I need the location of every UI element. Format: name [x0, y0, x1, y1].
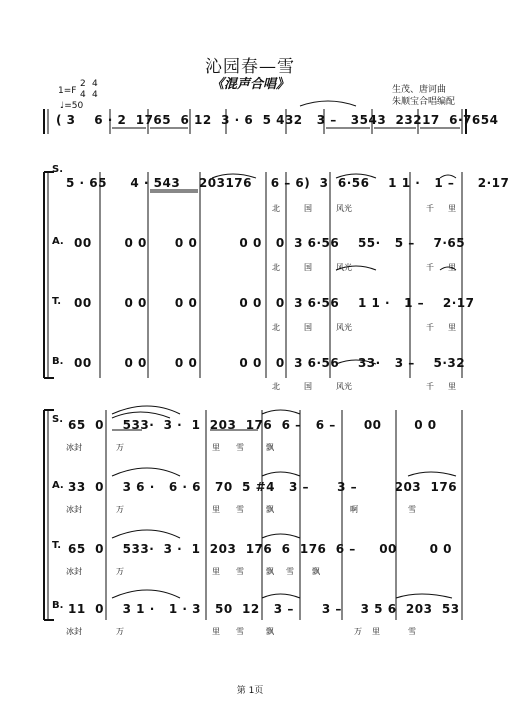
- time-signature-a-bottom: 4: [80, 90, 86, 100]
- lyric: 风光: [336, 204, 352, 213]
- lyric: 北: [272, 323, 280, 332]
- system2-tenor-notes: 65 0 533· 3 · 1 203 176 6 176 6 – 00 0 0: [68, 542, 453, 556]
- time-signature-b-bottom: 4: [92, 90, 98, 100]
- lyric: 冰封: [66, 505, 82, 514]
- system2-alto-notes: 33 0 3 6 · 6 · 6 70 5 #4 3 – 3 – 203 176: [68, 480, 458, 494]
- lyric: 千: [426, 382, 434, 391]
- lyric: 里: [448, 204, 456, 213]
- lyric: 万: [116, 505, 124, 514]
- lyric: 飘: [266, 505, 274, 514]
- lyric: 里: [372, 627, 380, 636]
- lyric: 雪: [236, 443, 244, 452]
- lyric: 里: [212, 443, 220, 452]
- system1-soprano-notes: 5 · 65 4 · 543 203176 6 – 6) 3 6·56 1 1 · 1 – 2·17: [66, 176, 509, 190]
- lyric: 万: [116, 443, 124, 452]
- tempo-marking: ♩=50: [60, 101, 84, 111]
- lyric: 万: [354, 627, 362, 636]
- lyric: 风光: [336, 263, 352, 272]
- system1-alto-notes: 00 0 0 0 0 0 0 0 3 6·56 55· 5 – 7·65: [74, 236, 466, 250]
- lyric: 里: [448, 382, 456, 391]
- time-signature-a-top: 2: [80, 79, 86, 89]
- lyric: 雪: [236, 505, 244, 514]
- lyric: 里: [212, 567, 220, 576]
- part-label-bass: B.: [52, 600, 64, 611]
- part-label-alto: A.: [52, 236, 64, 247]
- lyric: 里: [448, 323, 456, 332]
- lyric: 冰封: [66, 567, 82, 576]
- page-subtitle: 《混声合唱》: [210, 77, 289, 92]
- lyric: 北: [272, 204, 280, 213]
- lyric: 冰封: [66, 443, 82, 452]
- part-label-tenor: T.: [52, 296, 62, 307]
- part-label-soprano: S.: [52, 414, 64, 425]
- system1-bass-notes: 00 0 0 0 0 0 0 0 3 6·56 33· 3 – 5·32: [74, 356, 466, 370]
- lyric: 北: [272, 382, 280, 391]
- lyric: 国: [304, 323, 312, 332]
- intro-notes: ( 3 6 · 2 1765 6 12 3 · 6 5 432 3 – 3543 23217 6·7654: [56, 113, 499, 127]
- lyric: 雪: [236, 567, 244, 576]
- lyric: 飘: [266, 627, 274, 636]
- lyric: 千: [426, 263, 434, 272]
- lyric: 风光: [336, 382, 352, 391]
- arranger-credit: 朱顺宝合唱编配: [392, 97, 456, 107]
- part-label-tenor: T.: [52, 540, 62, 551]
- lyric: 雪: [408, 627, 416, 636]
- lyric: 飘: [312, 567, 320, 576]
- lyric: 里: [212, 627, 220, 636]
- lyric: 里: [212, 505, 220, 514]
- lyric: 国: [304, 382, 312, 391]
- part-label-soprano: S.: [52, 164, 64, 175]
- lyric: 飘: [266, 443, 274, 452]
- lyric: 万: [116, 627, 124, 636]
- key-signature: 1=F: [58, 86, 77, 96]
- lyric: 飘: [266, 567, 274, 576]
- lyric: 雪: [286, 567, 294, 576]
- lyric: 雪: [408, 505, 416, 514]
- lyric: 风光: [336, 323, 352, 332]
- composer-credit: 生茂、唐诃曲: [392, 85, 447, 95]
- system2-bass-notes: 11 0 3 1 · 1 · 3 50 12 3 – 3 – 3 5 6 203 53: [68, 602, 460, 616]
- system2-soprano-notes: 65 0 533· 3 · 1 203 176 6 – 6 – 00 0 0: [68, 418, 437, 432]
- lyric: 雪: [236, 627, 244, 636]
- lyric: 北: [272, 263, 280, 272]
- part-label-alto: A.: [52, 480, 64, 491]
- lyric: 冰封: [66, 627, 82, 636]
- lyric: 千: [426, 204, 434, 213]
- system1-tenor-notes: 00 0 0 0 0 0 0 0 3 6·56 1 1 · 1 – 2·17: [74, 296, 475, 310]
- lyric: 啊: [350, 505, 358, 514]
- lyric: 国: [304, 263, 312, 272]
- lyric: 千: [426, 323, 434, 332]
- part-label-bass: B.: [52, 356, 64, 367]
- lyric: 万: [116, 567, 124, 576]
- time-signature-b-top: 4: [92, 79, 98, 89]
- page-title: 沁园春—雪: [205, 57, 295, 77]
- lyric: 里: [448, 263, 456, 272]
- lyric: 国: [304, 204, 312, 213]
- page-number: 第 1页: [236, 686, 264, 696]
